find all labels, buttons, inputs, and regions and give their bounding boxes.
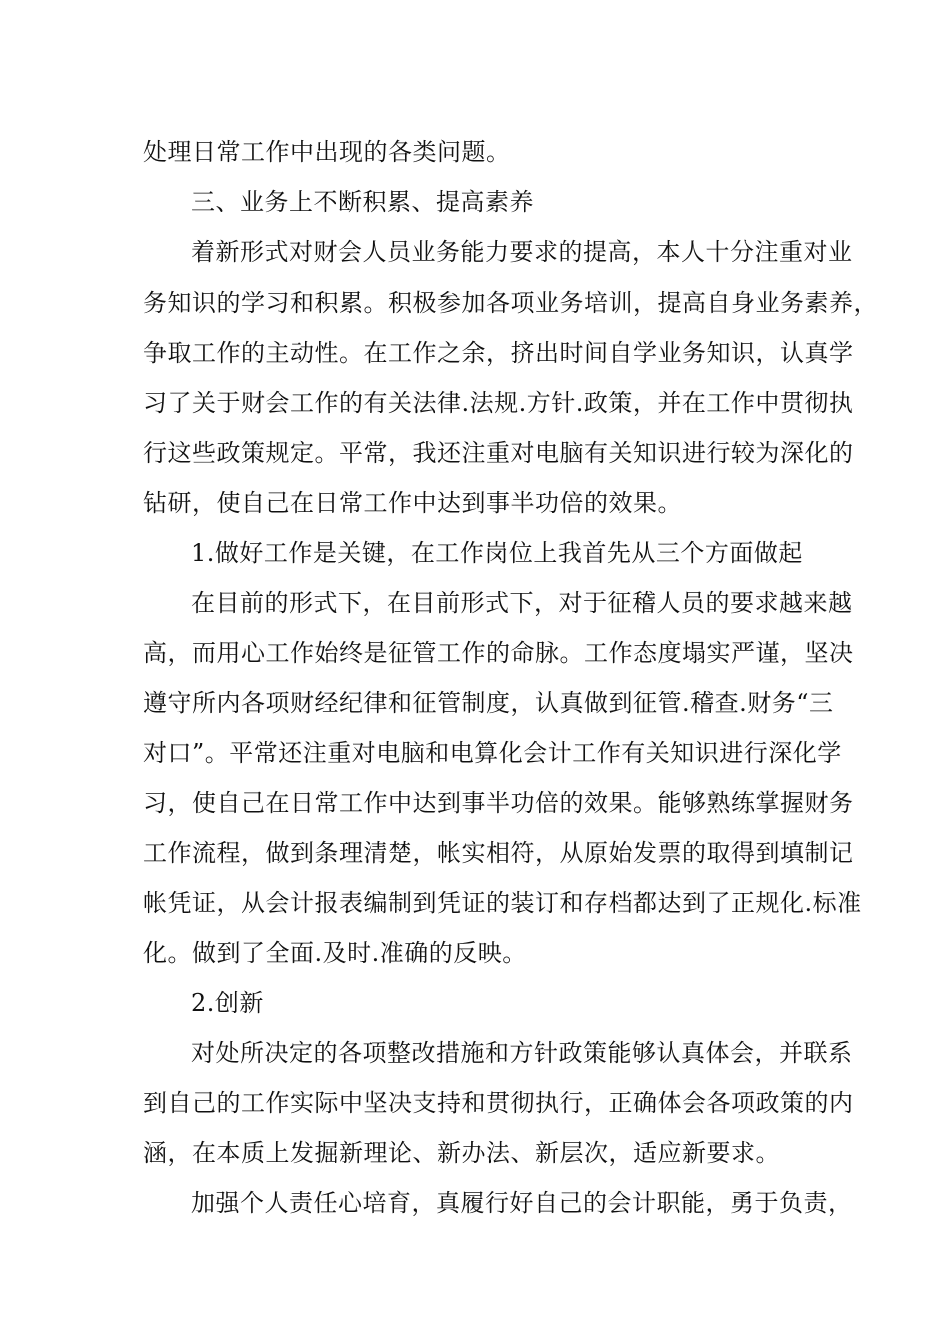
paragraph-line: 行这些政策规定。平常，我还注重对电脑有关知识进行较为深化的 — [143, 439, 854, 467]
subsection-heading: 1.做好工作是关键，在工作岗位上我首先从三个方面做起 — [191, 539, 803, 567]
paragraph-line: 遵守所内各项财经纪律和征管制度，认真做到征管.稽查.财务“三 — [143, 689, 834, 717]
paragraph-line: 工作流程，做到条理清楚，帐实相符，从原始发票的取得到填制记 — [143, 839, 854, 867]
paragraph-line: 帐凭证，从会计报表编制到凭证的装订和存档都达到了正规化.标准 — [143, 889, 862, 917]
paragraph-line: 钻研，使自己在日常工作中达到事半功倍的效果。 — [143, 489, 682, 517]
paragraph-line: 习，使自己在日常工作中达到事半功倍的效果。能够熟练掌握财务 — [143, 789, 854, 817]
paragraph-line: 对处所决定的各项整改措施和方针政策能够认真体会，并联系 — [191, 1039, 853, 1067]
paragraph-line: 习了关于财会工作的有关法律.法规.方针.政策，并在工作中贯彻执 — [143, 389, 854, 417]
paragraph-line: 对口”。平常还注重对电脑和电算化会计工作有关知识进行深化学 — [143, 739, 842, 767]
paragraph-line: 在目前的形式下，在目前形式下，对于征稽人员的要求越来越 — [191, 589, 853, 617]
paragraph-line: 高，而用心工作始终是征管工作的命脉。工作态度塌实严谨，坚决 — [143, 639, 854, 667]
paragraph-line: 处理日常工作中出现的各类问题。 — [143, 138, 511, 166]
paragraph-line: 务知识的学习和积累。积极参加各项业务培训，提高自身业务素养， — [143, 289, 878, 317]
paragraph-line: 着新形式对财会人员业务能力要求的提高，本人十分注重对业 — [191, 238, 853, 266]
paragraph-line: 到自己的工作实际中坚决支持和贯彻执行，正确体会各项政策的内 — [143, 1089, 854, 1117]
paragraph-line: 化。做到了全面.及时.准确的反映。 — [143, 939, 527, 967]
paragraph-line: 加强个人责任心培育，真履行好自己的会计职能，勇于负责， — [191, 1189, 853, 1217]
subsection-heading: 2.创新 — [191, 989, 264, 1017]
paragraph-line: 争取工作的主动性。在工作之余，挤出时间自学业务知识，认真学 — [143, 339, 854, 367]
paragraph-line: 涵，在本质上发掘新理论、新办法、新层次，适应新要求。 — [143, 1139, 780, 1167]
section-heading: 三、业务上不断积累、提高素养 — [191, 188, 534, 216]
